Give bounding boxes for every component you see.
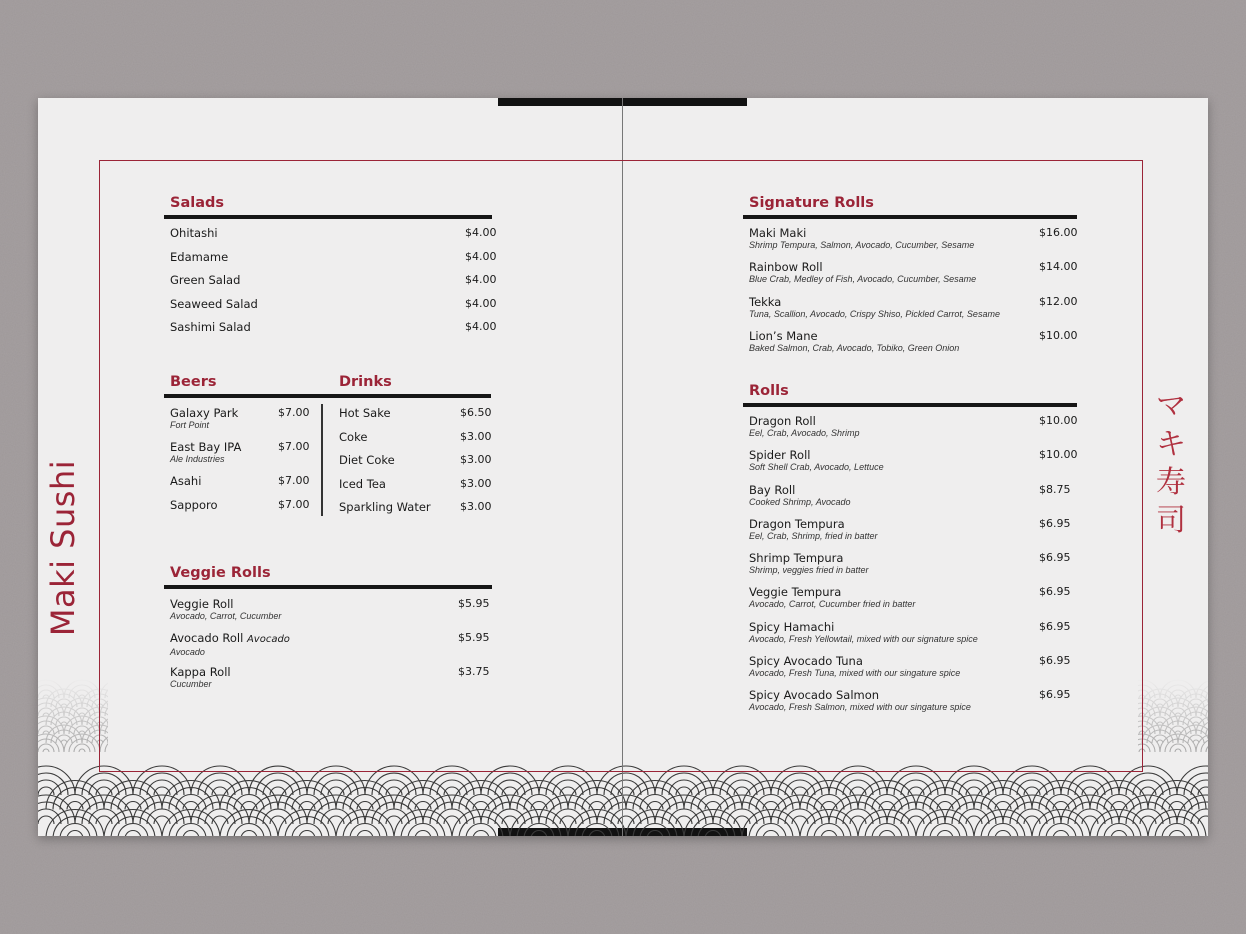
menu-item [749,448,1077,482]
item-name: Veggie Tempura [749,585,842,600]
section-rule [164,215,492,219]
menu-item [749,551,1077,585]
item-price: $6.50 [460,406,492,419]
item-description: Baked Salmon, Crab, Avocado, Tobiko, Green Onion [749,342,960,353]
section-rule [333,394,491,398]
item-price: $6.95 [1039,688,1071,702]
menu-item [339,500,491,524]
item-description: Avocado [170,647,205,657]
menu-item [170,665,492,699]
section-veggie-rolls [164,563,492,699]
menu-item [170,226,497,250]
menu-item [339,477,491,501]
item-price: $7.00 [278,406,310,419]
item-price: $4.00 [465,296,497,310]
menu-item [170,597,492,631]
item-price: $8.75 [1039,482,1071,496]
japanese-title [1156,388,1186,540]
item-description: Fort Point [170,420,210,430]
menu-item [339,430,491,454]
item-name: Edamame [170,249,229,264]
jp-char: 司 [1156,503,1186,538]
item-price: $7.00 [278,440,310,453]
menu-item [339,406,491,430]
section-title: Rolls [749,383,789,399]
menu-item [170,273,497,297]
item-price: $7.00 [278,498,310,511]
item-price: $10.00 [1039,328,1078,342]
item-price: $6.95 [1039,516,1071,530]
section-title: Veggie Rolls [170,565,271,581]
menu-item [749,226,1077,260]
item-price: $3.00 [460,500,492,513]
item-price: $3.00 [460,429,492,443]
item-price: $5.95 [458,631,490,644]
item-description: Avocado, Fresh Yellowtail, mixed with our signature spice [749,633,978,644]
item-name: Dragon Tempura [749,516,845,531]
section-title: Drinks [339,374,392,390]
section-title: Salads [170,195,224,211]
jp-char: 寿 [1156,465,1186,500]
brand-title: Maki Sushi [44,459,82,637]
item-name: East Bay IPA [170,440,242,454]
item-price: $6.95 [1039,585,1071,599]
item-price: $6.95 [1039,619,1071,633]
item-name: Avocado Roll [170,631,244,645]
jp-char: キ [1156,427,1186,462]
item-name: Sparkling Water [339,500,431,514]
item-name: Spicy Avocado Salmon [749,688,880,703]
item-description: Cooked Shrimp, Avocado [749,496,851,507]
section-rule [164,394,334,398]
item-description: Eel, Crab, Avocado, Shrimp [749,428,860,438]
section-rolls [743,381,1077,723]
item-price: $7.00 [278,474,310,487]
menu-item [170,440,334,474]
item-name: Maki Maki [749,226,807,240]
menu-item [749,654,1077,688]
section-title: Signature Rolls [749,195,874,211]
item-description: Eel, Crab, Shrimp, fried in batter [749,530,878,541]
item-price: $3.00 [460,476,492,490]
jp-char: マ [1156,389,1186,424]
item-name: Rainbow Roll [749,260,823,275]
section-signature-rolls [743,193,1077,363]
menu-item [749,688,1077,722]
item-price: $10.00 [1039,448,1078,462]
section-salads [164,193,497,344]
item-price: $10.00 [1039,414,1078,427]
menu-item [749,517,1077,551]
item-name: Lion’s Mane [749,328,818,343]
menu-item [170,406,334,440]
item-name: Asahi [170,474,202,488]
menu-sheet [38,98,1208,836]
item-name: Veggie Roll [170,597,234,611]
menu-item [170,498,334,522]
item-description: Soft Shell Crab, Avocado, Lettuce [749,462,884,473]
item-price: $4.00 [465,273,497,286]
item-name: Sapporo [170,498,218,512]
menu-item [170,474,334,498]
item-name: Hot Sake [339,406,391,420]
item-price: $6.95 [1039,551,1071,565]
menu-item [170,249,497,274]
menu-item [749,414,1077,448]
menu-item [170,631,492,665]
item-name: Sashimi Salad [170,320,251,334]
item-description: Avocado, Carrot, Cucumber fried in batter [749,599,916,610]
item-price: $5.95 [458,597,490,610]
item-name: Diet Coke [339,453,395,467]
item-price: $12.00 [1039,294,1078,308]
item-description: Blue Crab, Medley of Fish, Avocado, Cucumber, Sesame [749,274,977,285]
item-name-note: Avocado [246,634,290,645]
item-name: Galaxy Park [170,406,239,420]
section-rule [743,215,1077,219]
menu-item [749,295,1077,329]
section-rule [743,403,1077,407]
item-name: Spicy Avocado Tuna [749,654,863,669]
column-divider [321,404,323,516]
item-description: Ale Industries [170,454,225,464]
item-description: Avocado, Fresh Tuna, mixed with our singature spice [749,668,961,679]
item-description: Shrimp, veggies fried in batter [749,565,869,576]
item-name: Green Salad [170,273,241,287]
item-price: $3.75 [458,665,490,678]
item-name: Spider Roll [749,448,811,463]
menu-item [170,296,497,321]
item-price: $3.00 [460,453,492,466]
item-description: Shrimp Tempura, Salmon, Avocado, Cucumber, Sesame [749,240,975,250]
item-price: $4.00 [465,226,497,239]
menu-item [339,453,491,477]
item-description: Tuna, Scallion, Avocado, Crispy Shiso, Pickled Carrot, Sesame [749,308,1000,319]
menu-item [749,260,1077,294]
item-name: Shrimp Tempura [749,551,844,566]
item-name: Dragon Roll [749,414,816,428]
item-description: Avocado, Carrot, Cucumber [170,611,282,621]
item-description: Cucumber [170,679,212,689]
item-name: Tekka [749,294,782,309]
menu-item [749,620,1077,654]
section-drinks [333,372,491,524]
item-name: Bay Roll [749,482,796,497]
section-title: Beers [170,374,217,390]
item-name: Iced Tea [339,476,386,491]
menu-item [749,483,1077,517]
menu-item [170,320,497,344]
item-name: Ohitashi [170,226,218,240]
item-name: Coke [339,429,368,444]
item-name: Seaweed Salad [170,296,258,311]
item-price: $14.00 [1039,260,1078,274]
item-name: Kappa Roll [170,665,231,679]
section-beers [164,372,334,522]
item-price: $6.95 [1039,654,1071,668]
item-price: $16.00 [1039,226,1078,239]
menu-item [749,329,1077,363]
item-name: Spicy Hamachi [749,619,835,634]
section-rule [164,585,492,589]
menu-item [749,585,1077,619]
item-price: $4.00 [465,249,497,263]
item-description: Avocado, Fresh Salmon, mixed with our singature spice [749,702,971,713]
item-price: $4.00 [465,320,497,333]
